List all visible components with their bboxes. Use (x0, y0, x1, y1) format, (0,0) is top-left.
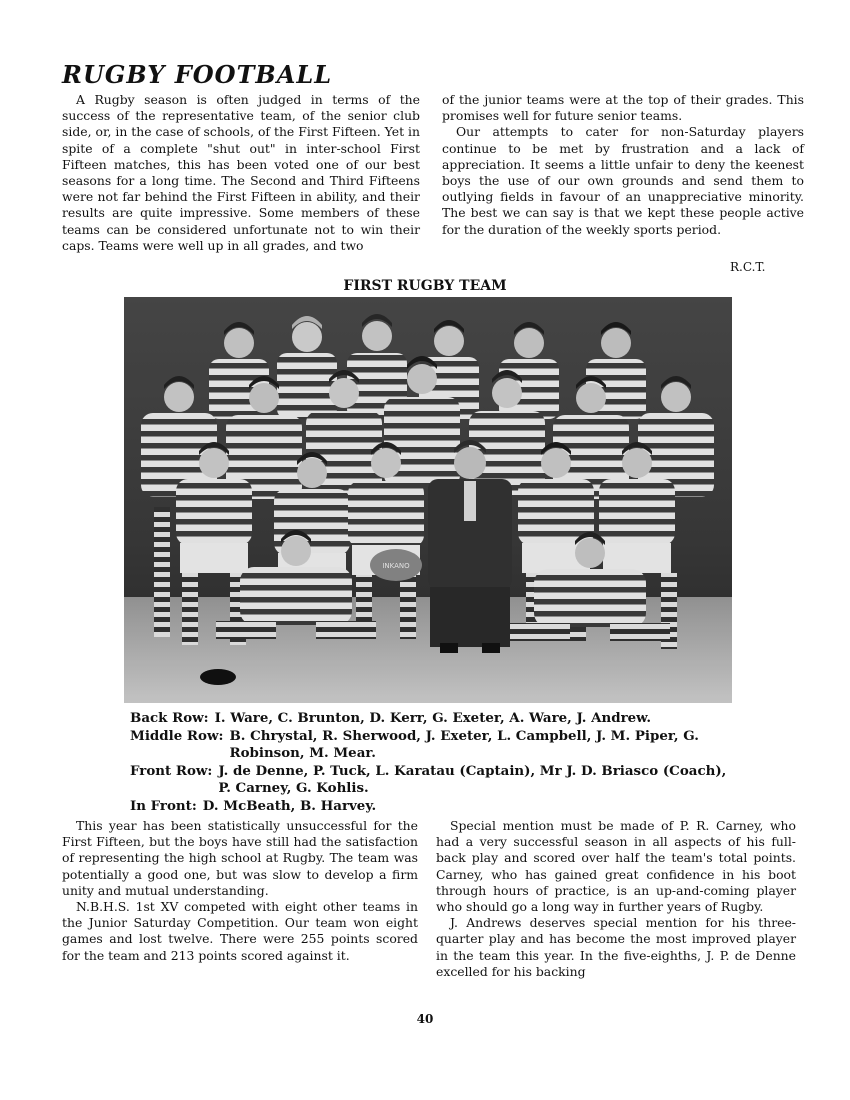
page-number: 40 (416, 1012, 434, 1026)
report-paragraph: N.B.H.S. 1st XV competed with eight other teams in the Junior Saturday Competition. Our team won eight games and lost twelve. There were 255 points scored for the team and 213 points scored against it. (62, 899, 418, 963)
team-row-label: In Front: (130, 797, 197, 814)
intro-left-column (62, 92, 420, 254)
team-row-back (130, 710, 740, 728)
team-row-middle (130, 728, 740, 763)
report-paragraph: J. Andrews deserves special mention for his three-quarter play and has become the most improved player in the team this year. In the five-eighths, J. P. de Denne excelled for his backing (436, 915, 796, 979)
intro-right-column (442, 92, 804, 238)
team-row-names: B. Chrystal, R. Sherwood, J. Exeter, L. Campbell, J. M. Piper, G. Robinson, M. Mear. (229, 727, 699, 761)
team-photo (124, 297, 732, 703)
author-signature: R.C.T. (730, 260, 766, 274)
team-row-names: D. McBeath, B. Harvey. (202, 797, 377, 814)
team-names-list (130, 710, 740, 815)
report-right-column (436, 818, 796, 980)
intro-paragraph: A Rugby season is often judged in terms of the success of the representative team, of the senior club side, or, in the case of schools, of the First Fifteen. Yet in spite of a complete "shut out" in inter-school First Fifteen matches, this has been voted one of our best seasons for a long time. The Second and Third Fifteens were not far behind the First Fifteen in ability, and their results are quite impressive. Some members of these teams can be considered unfortunate not to win their caps. Teams were well up in all grades, and two (62, 92, 420, 253)
photo-caption: FIRST RUGBY TEAM (343, 278, 507, 294)
intro-paragraph: of the junior teams were at the top of their grades. This promises well for future senior teams. (442, 92, 804, 124)
report-paragraph: This year has been statistically unsuccessful for the First Fifteen, but the boys have still had the satisfaction of representing the high school at Rugby. The team was potentially a good one, but was slow to develop a firm unity and mutual understanding. (62, 818, 418, 898)
team-row-front (130, 763, 740, 798)
rugby-ball-text: INKANO (382, 562, 410, 570)
report-left-column (62, 818, 418, 964)
team-photo-image (124, 297, 732, 703)
team-row-names: I. Ware, C. Brunton, D. Kerr, G. Exeter, A. Ware, J. Andrew. (214, 710, 651, 726)
page-title: RUGBY FOOTBALL (62, 60, 333, 89)
team-row-in-front (130, 798, 740, 816)
team-row-label: Middle Row: (130, 727, 224, 744)
team-row-label: Back Row: (130, 710, 209, 726)
report-paragraph: Special mention must be made of P. R. Carney, who had a very successful season in all aspects of his full-back play and scored over half the team's total points. Carney, who has gained great confidence in his boot through hours of practice, is an up-and-coming player who should go a long way in further years of Rugby. (436, 818, 796, 915)
team-row-label: Front Row: (130, 762, 213, 779)
intro-paragraph: Our attempts to cater for non-Saturday players continue to be met by frustration and a lack of appreciation. It seems a little unfair to deny the keenest boys the use of our own grounds and send them to outlying fields in favour of an unappreciative minority. The best we can say is that we kept these people active for the duration of the weekly sports period. (442, 124, 804, 237)
team-row-names: J. de Denne, P. Tuck, L. Karatau (Captain), Mr J. D. Briasco (Coach), P. Carney, G. Kohlis. (218, 762, 727, 796)
